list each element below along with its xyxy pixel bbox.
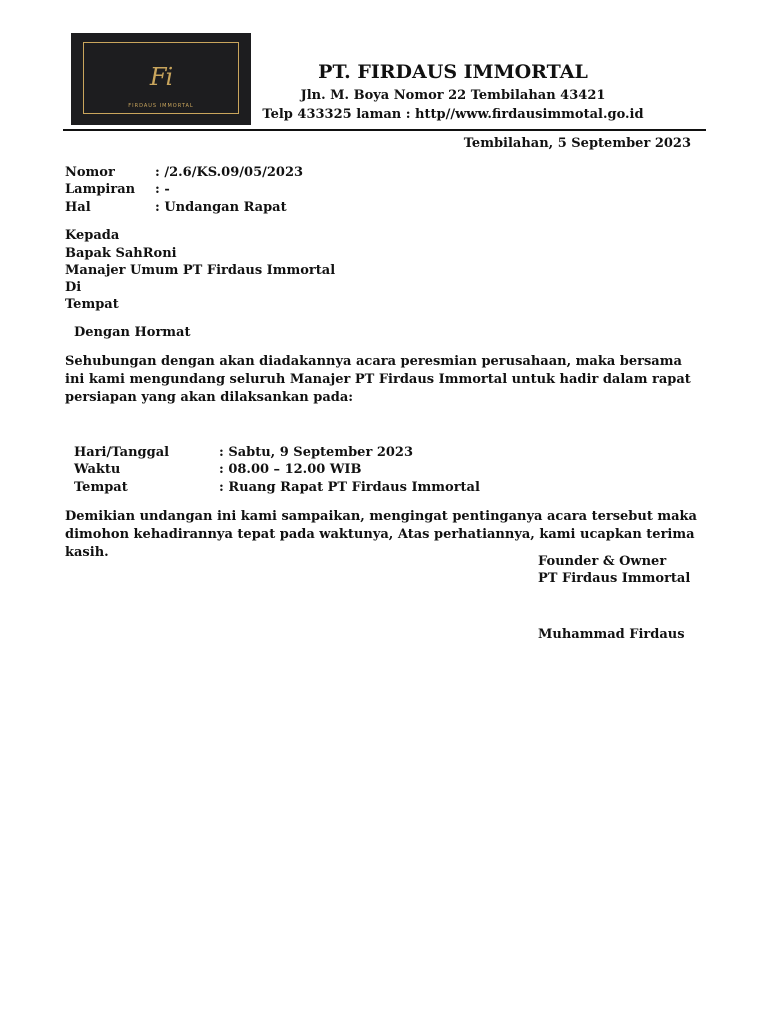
logo-monogram: Fi — [149, 63, 173, 91]
meta-value-nomor: : /2.6/KS.09/05/2023 — [155, 165, 304, 180]
company-address: Jln. M. Boya Nomor 22 Tembilahan 43421 — [300, 88, 606, 103]
event-value-date: : Sabtu, 9 September 2023 — [219, 445, 414, 460]
meta-value-hal: : Undangan Rapat — [155, 200, 287, 215]
event-label-time: Waktu — [74, 462, 121, 477]
signatory-name: Muhammad Firdaus — [538, 627, 685, 642]
meta-label-nomor: Nomor — [65, 165, 115, 180]
event-label-place: Tempat — [74, 480, 128, 495]
company-logo — [71, 33, 251, 125]
meta-label-lampiran: Lampiran — [65, 182, 136, 197]
logo-frame — [83, 42, 239, 114]
event-value-place: : Ruang Rapat PT Firdaus Immortal — [219, 480, 480, 495]
salutation: Dengan Hormat — [74, 325, 191, 340]
event-label-date: Hari/Tanggal — [74, 445, 170, 460]
meta-value-lampiran: : - — [155, 182, 170, 197]
company-name: PT. FIRDAUS IMMORTAL — [318, 61, 588, 83]
recipient-kepada: Kepada — [65, 228, 120, 243]
recipient-position: Manajer Umum PT Firdaus Immortal — [65, 263, 336, 278]
recipient-di: Di — [65, 280, 82, 295]
signatory-company: PT Firdaus Immortal — [538, 571, 691, 586]
company-contact: Telp 433325 laman : http//www.firdausimmotal.go.id — [262, 107, 644, 122]
signatory-title: Founder & Owner — [538, 554, 667, 569]
letterhead-divider — [63, 129, 706, 131]
event-value-time: : 08.00 – 12.00 WIB — [219, 462, 362, 477]
recipient-name: Bapak SahRoni — [65, 246, 177, 261]
recipient-place: Tempat — [65, 297, 119, 312]
letter-date: Tembilahan, 5 September 2023 — [463, 136, 691, 151]
logo-wordmark: FIRDAUS IMMORTAL — [128, 103, 194, 109]
closing-paragraph: Demikian undangan ini kami sampaikan, mengingat pentinganya acara tersebut maka dimohon kehadirannya tepat pada waktunya, Atas perhatiannya, kami ucapkan terima kasih. — [65, 509, 697, 560]
body-paragraph: Sehubungan dengan akan diadakannya acara peresmian perusahaan, maka bersama ini kami mengundang seluruh Manajer PT Firdaus Immortal untuk hadir dalam rapat persiapan yang akan dilaksankan pada: — [65, 354, 691, 405]
meta-label-hal: Hal — [65, 200, 91, 215]
